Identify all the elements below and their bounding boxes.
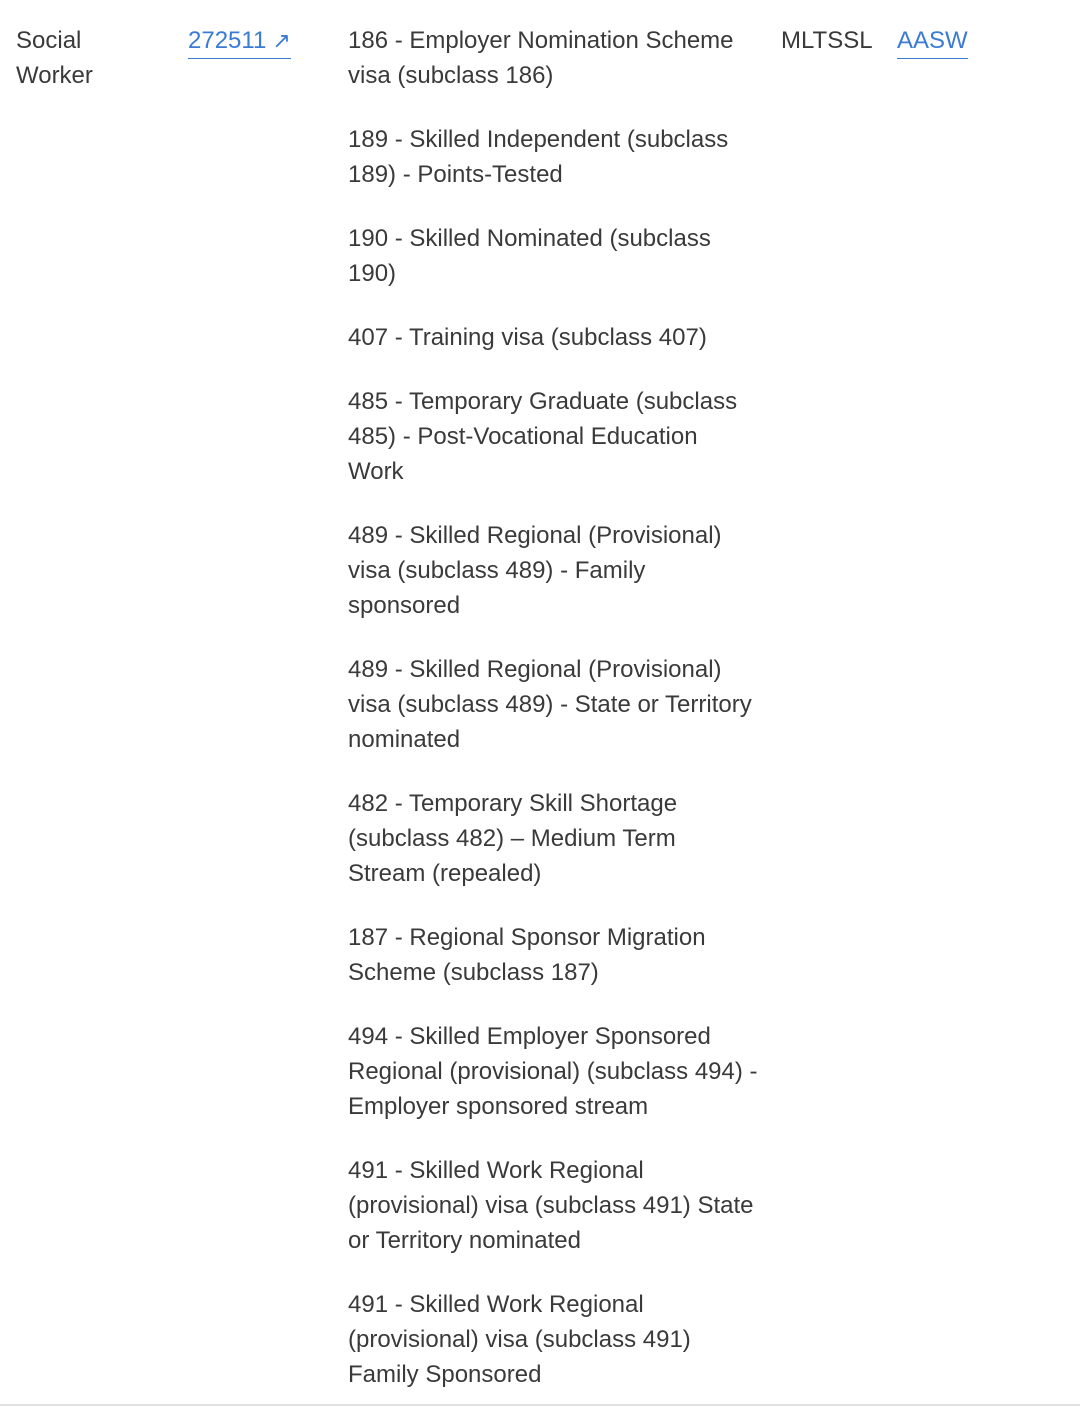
visa-item: 489 - Skilled Regional (Provisional) visa (subclass 489) - Family sponsored <box>348 522 722 619</box>
row-divider <box>0 1404 1080 1406</box>
occupation-name: Social Worker <box>16 27 93 89</box>
visa-item: 482 - Temporary Skill Shortage (subclass 482) – Medium Term Stream (repealed) <box>348 790 678 887</box>
assessing-authority-link[interactable]: AASW <box>897 25 968 59</box>
visa-item: 491 - Skilled Work Regional (provisional) visa (subclass 491) State or Territory nominated <box>348 1157 754 1254</box>
assessing-authority-cell <box>897 23 968 59</box>
visa-item: 189 - Skilled Independent (subclass 189) - Points-Tested <box>348 126 729 188</box>
visa-item: 190 - Skilled Nominated (subclass 190) <box>348 225 711 287</box>
anzsco-code-link[interactable] <box>188 25 291 59</box>
visa-item: 491 - Skilled Work Regional (provisional) visa (subclass 491) Family Sponsored <box>348 1291 691 1388</box>
visa-item: 485 - Temporary Graduate (subclass 485) - Post-Vocational Education Work <box>348 388 738 485</box>
anzsco-code-text: 272511 <box>188 27 267 54</box>
anzsco-code-cell <box>188 23 291 59</box>
visa-item: 489 - Skilled Regional (Provisional) visa (subclass 489) - State or Territory nominated <box>348 656 752 753</box>
external-link-icon: ↗ <box>272 28 291 53</box>
visa-item: 187 - Regional Sponsor Migration Scheme (subclass 187) <box>348 924 706 986</box>
skill-list-badge: MLTSSL <box>781 27 873 54</box>
visa-item: 494 - Skilled Employer Sponsored Regional (provisional) (subclass 494) - Employer sponsored stream <box>348 1023 758 1120</box>
visa-item: 186 - Employer Nomination Scheme visa (subclass 186) <box>348 27 734 89</box>
visa-list <box>348 23 758 1421</box>
visa-item: 407 - Training visa (subclass 407) <box>348 324 707 351</box>
